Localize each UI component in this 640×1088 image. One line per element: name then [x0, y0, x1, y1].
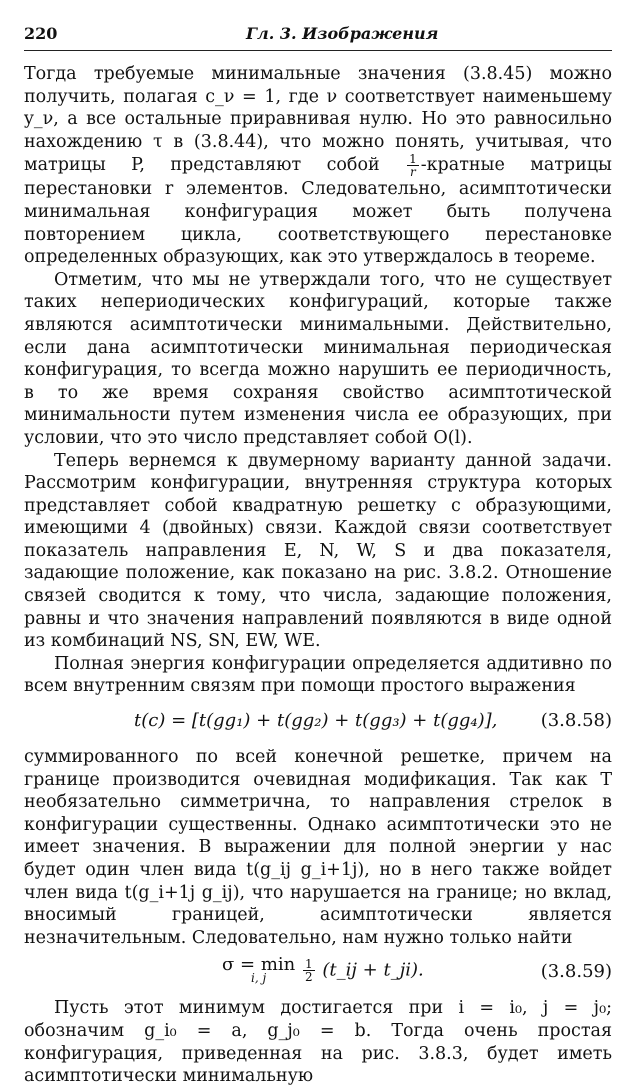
body-text	[24, 63, 612, 1088]
equation-fraction-denominator: 2	[304, 970, 313, 985]
min-operator	[222, 954, 296, 986]
paragraph-5: суммированного по всей конечной решетке, причем на границе производится очевидная модификация. Так как T необязательно симметрична, то направления стрелок в конфигурации существенны. Однако асимптотически это не имеет значения. В выражении для полной энергии у нас будет один член вида t(g_ij g_i+1j), но в него также войдет член вида t(g_i+1j g_ij), что нарушается на границе; но вклад, вносимый границей, асимптотически является незначительным. Следовательно, нам нужно только найти	[24, 747, 612, 948]
fraction-numerator: 1	[409, 152, 417, 167]
paragraph-6: Пусть этот минимум достигается при i = i₀, j = j₀; обозначим g_i₀ = a, g_j₀ = b. Тогда очень простая конфигурация, приведенная на рис. 3.8.3, будет иметь асимптотически минимальную	[24, 998, 612, 1087]
equation-3-8-59-body	[222, 954, 424, 986]
equation-3-8-59-rhs: (t_ij + t_ji).	[322, 959, 424, 981]
equation-3-8-58	[24, 704, 612, 738]
equation-3-8-58-body: t(c) = [t(gg₁) + t(gg₂) + t(gg₃) + t(gg₄)],	[134, 710, 498, 732]
paragraph-3: Теперь вернемся к двумерному варианту данной задачи. Рассмотрим конфигурации, внутренняя структура которых представляет собой квадратную решетку с образующими, имеющими 4 (двойных) связи. Каждой связи соответствует показатель направления E, N, W, S и два показателя, задающие положение, как показано на рис. 3.8.2. Отношение связей сводится к тому, что числа, задающие положения, равны и что значения направлений появляются в виде одной из комбинаций NS, SN, EW, WE.	[24, 450, 612, 652]
paragraph-1-text: Тогда требуемые минимальные значения (3.8.45) можно получить, полагая c_ν = 1, где ν соответствует наименьшему y_ν, а все остальные приравнивая нулю. Но это равносильно нахождению τ в (3.8.44), что можно понять, учитывая, что матрицы P, представляют собой	[24, 64, 612, 176]
fraction-denominator: r	[410, 165, 416, 180]
book-page	[24, 22, 612, 1088]
equation-3-8-59-number: (3.8.59)	[540, 961, 612, 983]
min-subscript: i, j	[251, 971, 267, 986]
equation-fraction	[303, 958, 315, 983]
equation-3-8-59	[24, 955, 612, 989]
equation-3-8-58-number: (3.8.58)	[540, 710, 612, 732]
paragraph-1-tail: -кратные матрицы перестановки r элементов. Следовательно, асимптотически минимальная конфигурация может быть получена повторением цикла, соответствующего перестановке определенных образующих, как это утверждалось в теореме.	[24, 155, 612, 268]
min-lhs: σ = min	[222, 954, 296, 976]
paragraph-2: Отметим, что мы не утверждали того, что не существует таких непериодических конфигураций, которые также являются асимптотически минимальными. Действительно, если дана асимптотически минимальная периодическая конфигурация, то всегда можно нарушить ее периодичность, в то же время сохраняя свойство асимптотической минимальности путем изменения числа ее образующих, при условии, что это число представляет собой O(l).	[24, 269, 612, 448]
page-header	[24, 22, 612, 51]
paragraph-4: Полная энергия конфигурации определяется аддитивно по всем внутренним связям при помощи простого выражения	[24, 653, 612, 697]
equation-fraction-numerator: 1	[304, 957, 313, 972]
inline-fraction	[407, 153, 419, 178]
page-number: 220	[24, 24, 58, 43]
paragraph-1	[24, 63, 612, 269]
running-title: Гл. 3. Изображения	[246, 24, 439, 43]
